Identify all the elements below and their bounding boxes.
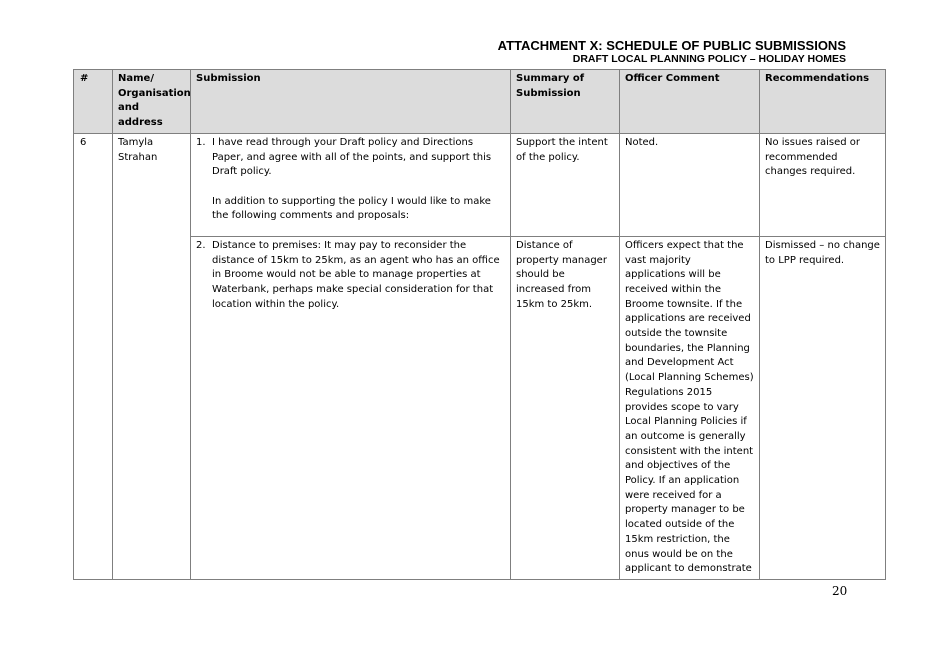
recommendation-cell: Dismissed – no change to LPP required. — [760, 236, 886, 579]
column-header-submission: Submission — [191, 70, 511, 134]
recommendation-cell: No issues raised or recommended changes required. — [760, 133, 886, 236]
column-header-recommendations: Recommendations — [760, 70, 886, 134]
submission-cell — [191, 236, 511, 579]
document-subtitle: DRAFT LOCAL PLANNING POLICY – HOLIDAY HOMES — [572, 53, 846, 65]
item-text: Distance to premises: It may pay to reconsider the distance of 15km to 25km, as an agent who has an office in Broome would not be able to manage properties at Waterbank, perhaps make special consideration for that location within the policy. — [212, 239, 500, 310]
column-header-officer-comment: Officer Comment — [620, 70, 760, 134]
submission-item — [196, 136, 505, 180]
item-text: I have read through your Draft policy and Directions Paper, and agree with all of the points, and support this Draft policy. — [212, 136, 492, 178]
summary-cell: Distance of property manager should be increased from 15km to 25km. — [511, 236, 620, 579]
submitter-name: Tamyla Strahan — [113, 133, 191, 579]
page-number: 20 — [832, 584, 848, 598]
item-marker: 2. — [196, 239, 206, 251]
officer-comment-cell: Noted. — [620, 133, 760, 236]
item-extra-text: In addition to supporting the policy I would like to make the following comments and proposals: — [212, 195, 491, 222]
submission-number: 6 — [74, 133, 113, 579]
item-marker: 1. — [196, 136, 206, 148]
submission-item — [196, 239, 505, 313]
summary-cell: Support the intent of the policy. — [511, 133, 620, 236]
submissions-table — [73, 69, 886, 580]
submission-cell — [191, 133, 511, 236]
document-title: ATTACHMENT X: SCHEDULE OF PUBLIC SUBMISSIONS — [497, 38, 846, 53]
column-header-name: Name/ Organisation and address — [113, 70, 191, 134]
column-header-number: # — [74, 70, 113, 134]
officer-comment-cell: Officers expect that the vast majority applications will be received within the Broome townsite. If the applications are received outside the townsite boundaries, the Planning and Development Act (Local Planning Schemes) Regulations 2015 provides scope to vary Local Planning Policies if an outcome is generally consistent with the intent and objectives of the Policy. If an application were received for a property manager to be located outside of the 15km restriction, the onus would be on the applicant to demonstrate — [620, 236, 760, 579]
table-row — [74, 236, 886, 579]
column-header-summary: Summary of Submission — [511, 70, 620, 134]
table-header-row — [74, 70, 886, 134]
table-row — [74, 133, 886, 236]
